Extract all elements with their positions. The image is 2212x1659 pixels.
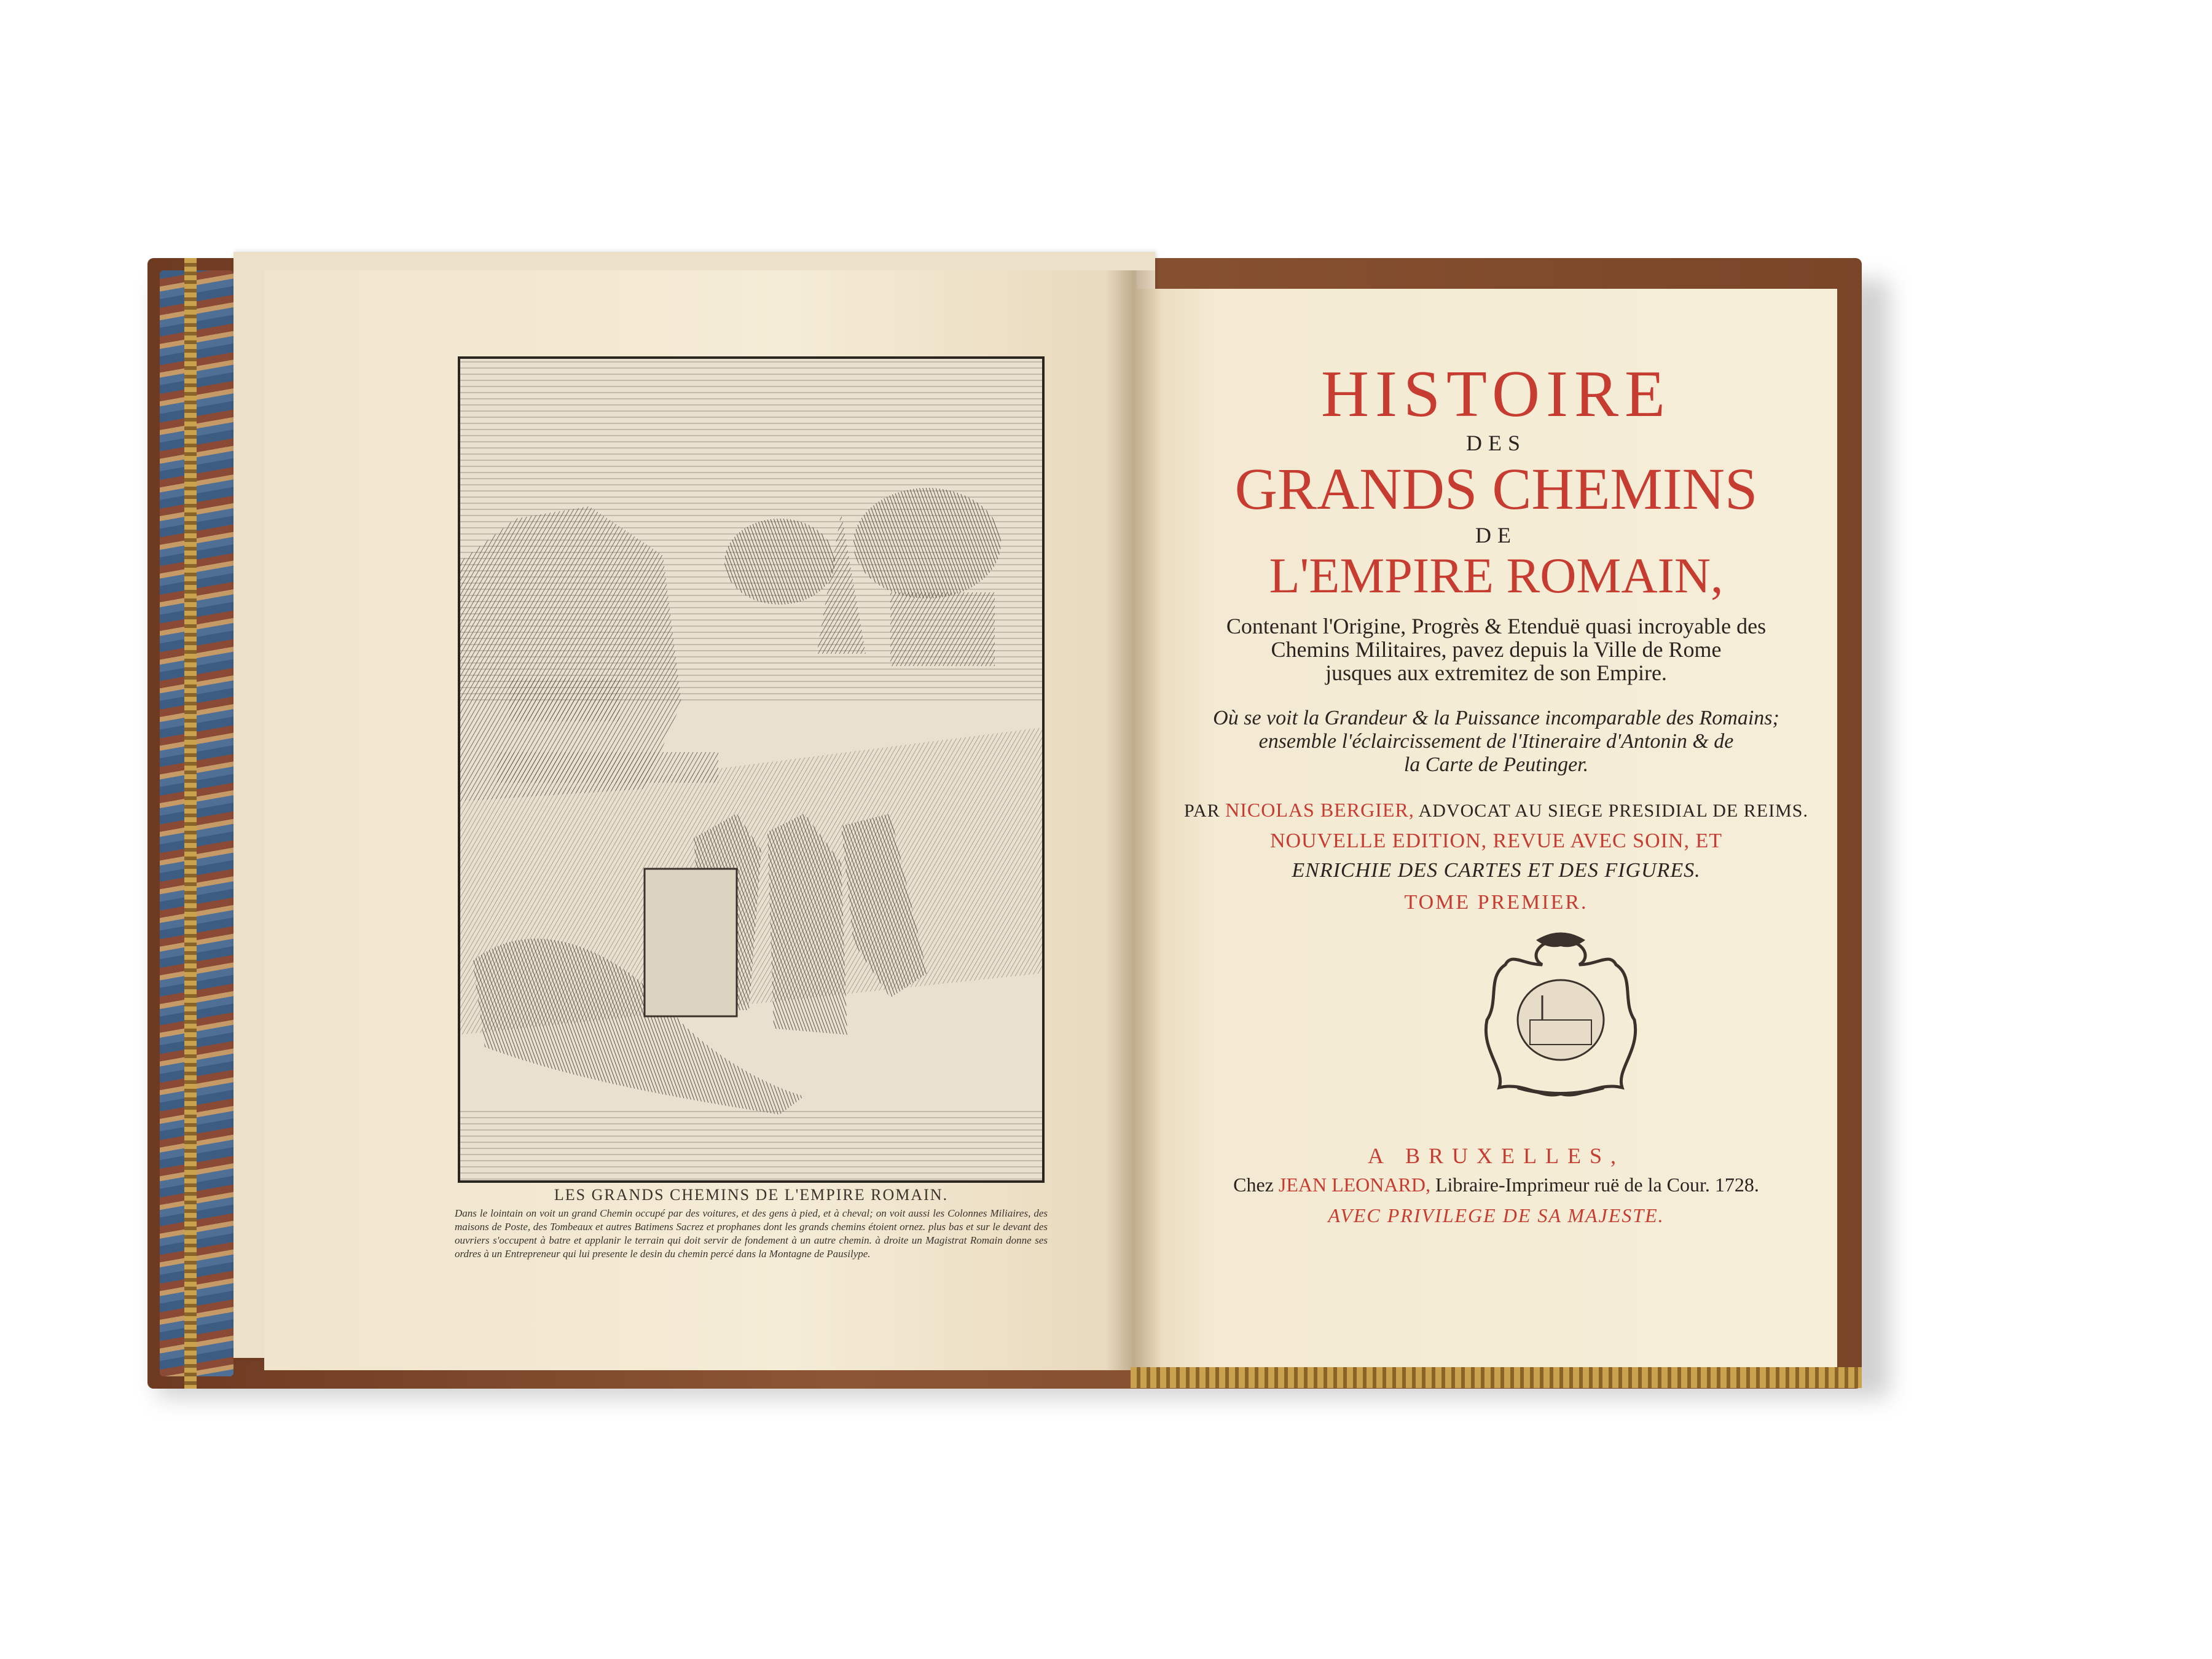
description-line: ensemble l'éclaircissement de l'Itineraire d'Antonin & de [1258, 730, 1734, 753]
frontispiece-engraving [458, 356, 1045, 1183]
author-prefix: PAR [1184, 801, 1220, 821]
plate-title: LES GRANDS CHEMINS DE L'EMPIRE ROMAIN. [554, 1186, 949, 1204]
plate-description: Dans le lointain on voit un grand Chemin occupé par des voitures, et des gens à pied, et à cheval; on voit aussi les Colonnes Miliaires, des maisons de Poste, des Tombeaux et autres Batimens Sacrez et prophanes dont les grands chemins étoient ornez. plus bas et sur le devant des ouvriers s'occupent à batre et applanir le terrain qui doit servir de fondement à un autre chemin. à droite un Magistrat Romain donne ses ordres à un Entrepreneur qui lui presente le desin du chemin percé dans la Montagne de Pausilype. [455, 1207, 1048, 1260]
title-histoire: HISTOIRE [1320, 358, 1671, 431]
plate-caption [455, 1186, 1048, 1261]
imprint-place: A BRUXELLES, [1367, 1143, 1625, 1168]
enrichie-line: ENRICHIE DES CARTES ET DES FIGURES. [1292, 859, 1701, 882]
subtitle-line: Chemins Militaires, pavez depuis la Ville de Rome [1271, 637, 1722, 662]
road-plan-board [645, 869, 737, 1016]
printer-vignette [1462, 928, 1659, 1112]
gilt-bottom-edge [1131, 1367, 1862, 1388]
subtitle-line: jusques aux extremitez de son Empire. [1325, 661, 1667, 685]
edition-line: NOUVELLE EDITION, REVUE AVEC SOIN, ET [1269, 830, 1723, 852]
title-empire-romain: L'EMPIRE ROMAIN, [1269, 547, 1724, 603]
tree-cluster [724, 519, 835, 605]
printer-prefix: Chez [1233, 1174, 1274, 1196]
tree-cluster-right [853, 488, 1001, 598]
subtitle-line: Contenant l'Origine, Progrès & Etenduë quasi incroyable des [1226, 614, 1767, 638]
vignette-ribbon [1518, 1088, 1604, 1094]
tome-line: TOME PREMIER. [1404, 891, 1588, 914]
temple-building [890, 592, 995, 666]
gilt-cover-edge [184, 258, 197, 1389]
subtitle-block [1155, 614, 1837, 684]
post-house [509, 678, 620, 721]
author-line [1155, 799, 1837, 822]
author-role: ADVOCAT AU SIEGE PRESIDIAL DE REIMS. [1418, 801, 1808, 821]
title-des: DES [1465, 431, 1526, 455]
marbled-endpaper [160, 270, 233, 1376]
printer-suffix: Libraire-Imprimeur ruë de la Cour. 1728. [1435, 1174, 1759, 1196]
title-grands-chemins: GRANDS CHEMINS [1234, 456, 1758, 522]
description-line: la Carte de Peutinger. [1403, 753, 1589, 776]
privilege-line: AVEC PRIVILEGE DE SA MAJESTE. [1328, 1204, 1665, 1226]
description-line: Où se voit la Grandeur & la Puissance incomparable des Romains; [1213, 707, 1779, 729]
printer-name: JEAN LEONARD, [1278, 1174, 1430, 1196]
description-block [1155, 707, 1837, 777]
title-de: DE [1475, 523, 1517, 547]
water-foreground [460, 1108, 1042, 1180]
imprint-printer-line [1155, 1174, 1837, 1196]
author-name: NICOLAS BERGIER, [1225, 799, 1414, 821]
gutter-shadow [1106, 270, 1161, 1370]
